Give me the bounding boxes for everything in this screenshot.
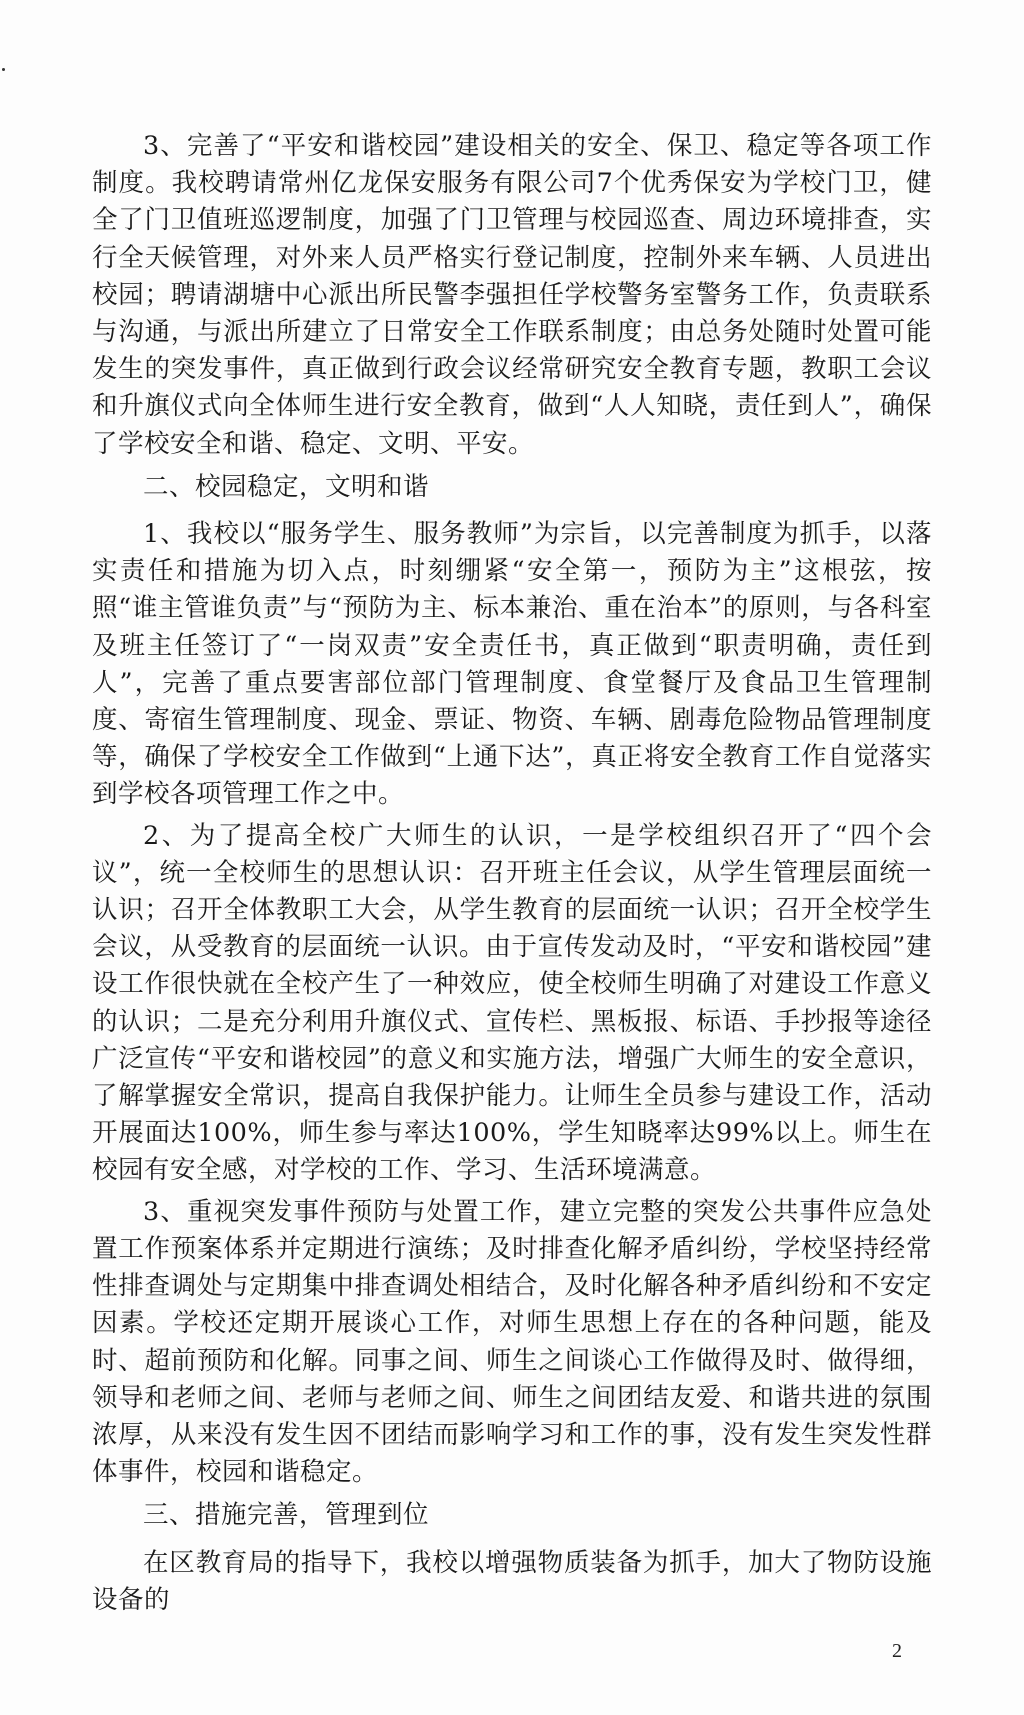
heading-section-two: 二、校园稳定，文明和谐	[143, 471, 430, 502]
heading-section-three: 三、措施完善，管理到位	[143, 1500, 430, 1531]
paragraph-awareness: 2、为了提高全校广大师生的认识，一是学校组织召开了“四个会议”，统一全校师生的思想认识：召开班主任会议，从学生管理层面统一认识；召开全体教职工大会，从学生教育的层面统一认识；召开全校学生会议，从受教育的层面统一认识。由于宣传发动及时，“平安和谐校园”建设工作很快就在全校产生了一种效应，使全校师生明确了对建设工作意义的认识；二是充分利用升旗仪式、宣传栏、黑板报、标语、手抄报等途径广泛宣传“平安和谐校园”的意义和实施方法，增强广大师生的安全意识，了解掌握安全常识，提高自我保护能力。让师生全员参与建设工作，活动开展面达100%，师生参与率达100%，学生知晓率达99%以上。师生在校园有安全感，对学校的工作、学习、生活环境满意。	[92, 820, 932, 1186]
paragraph-equipment: 在区教育局的指导下，我校以增强物质装备为抓手，加大了物防设施设备的	[92, 1547, 932, 1615]
paragraph-safety-system: 3、完善了“平安和谐校园”建设相关的安全、保卫、稳定等各项工作制度。我校聘请常州亿龙保安服务有限公司7个优秀保安为学校门卫，健全了门卫值班巡逻制度，加强了门卫管理与校园巡查、周边环境排查，实行全天候管理，对外来人员严格实行登记制度，控制外来车辆、人员进出校园；聘请湖塘中心派出所民警李强担任学校警务室警务工作，负责联系与沟通，与派出所建立了日常安全工作联系制度；由总务处随时处置可能发生的突发事件，真正做到行政会议经常研究安全教育专题，教职工会议和升旗仪式向全体师生进行安全教育，做到“人人知晓，责任到人”，确保了学校安全和谐、稳定、文明、平安。	[92, 131, 932, 459]
scan-dot	[2, 68, 5, 71]
paragraph-service-purpose: 1、我校以“服务学生、服务教师”为宗旨，以完善制度为抓手，以落实责任和措施为切入点，时刻绷紧“安全第一，预防为主”这根弦，按照“谁主管谁负责”与“预防为主、标本兼治、重在治本”的原则，与各科室及班主任签订了“一岗双责”安全责任书，真正做到“职责明确，责任到人”，完善了重点要害部位部门管理制度、食堂餐厅及食品卫生管理制度、寄宿生管理制度、现金、票证、物资、车辆、剧毒危险物品管理制度等，确保了学校安全工作做到“上通下达”，真正将安全教育工作自觉落实到学校各项管理工作之中。	[92, 519, 932, 810]
page-number: 2	[892, 1640, 902, 1662]
paragraph-emergency: 3、重视突发事件预防与处置工作，建立完整的突发公共事件应急处置工作预案体系并定期进行演练；及时排查化解矛盾纠纷，学校坚持经常性排查调处与定期集中排查调处相结合，及时化解各种矛盾纠纷和不安定因素。学校还定期开展谈心工作，对师生思想上存在的各种问题，能及时、超前预防和化解。同事之间、师生之间谈心工作做得及时、做得细，领导和老师之间、老师与老师之间、师生之间团结友爱、和谐共进的氛围浓厚，从来没有发生因不团结而影响学习和工作的事，没有发生突发性群体事件，校园和谐稳定。	[92, 1196, 932, 1488]
document-body	[92, 128, 932, 1623]
